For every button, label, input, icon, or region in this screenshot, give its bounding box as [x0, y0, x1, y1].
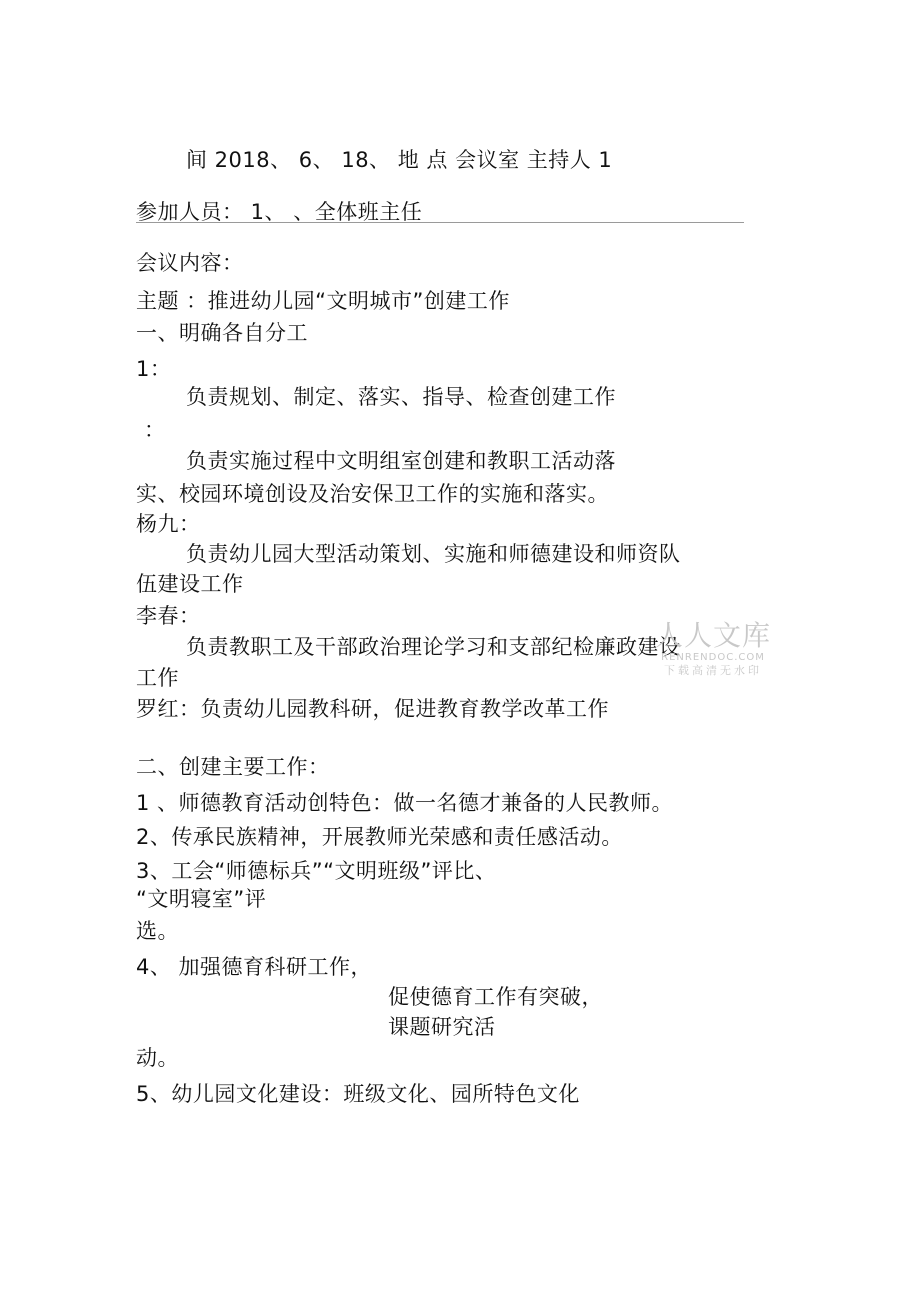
duty-4-text-b: 工作	[136, 666, 179, 690]
duty-1-label: 1：	[136, 357, 172, 381]
work-item-4-b: 促使德育工作有突破，	[388, 985, 603, 1009]
duty-3-text-b: 伍建设工作	[136, 572, 244, 596]
work-item-4-a: 4、 加强德育科研工作，	[136, 955, 373, 979]
watermark-title: 人人文库	[654, 619, 771, 652]
work-item-4-d: 动。	[136, 1046, 179, 1070]
watermark-subtitle: 下载高清无水印	[664, 664, 762, 677]
content-label: 会议内容：	[136, 251, 244, 275]
attendees-line: 参加人员： 1、 、全体班主任	[136, 200, 423, 224]
watermark	[648, 620, 778, 678]
work-item-1: 1 、师德教育活动创特色：做一名德才兼备的人民教师。	[136, 791, 674, 815]
duty-2-text-b: 实、校园环境创设及治安保卫工作的实施和落实。	[136, 482, 609, 506]
work-item-4-c: 课题研究活	[388, 1015, 496, 1039]
work-item-2: 2、传承民族精神，开展教师光荣感和责任感活动。	[136, 825, 623, 849]
section-1-title: 一、明确各自分工	[136, 321, 308, 345]
work-item-3-a: 3、工会“师德标兵”“文明班级”评比、	[136, 859, 497, 883]
duty-3-text-a: 负责幼儿园大型活动策划、实施和师德建设和师资队	[186, 542, 681, 566]
work-item-3-c: 选。	[136, 919, 179, 943]
duty-3-label: 杨九：	[136, 512, 201, 536]
duty-2-label: ：	[144, 418, 166, 442]
duty-5-line: 罗红：负责幼儿园教科研，促进教育教学改革工作	[136, 697, 609, 721]
duty-4-text-a: 负责教职工及干部政治理论学习和支部纪检廉政建设	[186, 635, 681, 659]
section-2-title: 二、创建主要工作：	[136, 755, 330, 779]
header-divider	[136, 222, 744, 223]
work-item-5: 5、幼儿园文化建设：班级文化、园所特色文化	[136, 1082, 580, 1106]
meeting-theme: 主题 ：推进幼儿园“文明城市”创建工作	[136, 289, 510, 313]
duty-4-label: 李春：	[136, 604, 201, 628]
duty-1-text: 负责规划、制定、落实、指导、检查创建工作	[186, 385, 616, 409]
work-item-3-b: “文明寝室”评	[136, 887, 267, 911]
watermark-url: RENRENDOC.COM	[661, 652, 765, 663]
duty-2-text-a: 负责实施过程中文明组室创建和教职工活动落	[186, 449, 616, 473]
meeting-time-line: 间 2018、 6、 18、 地 点 会议室 主持人 1	[186, 148, 613, 172]
